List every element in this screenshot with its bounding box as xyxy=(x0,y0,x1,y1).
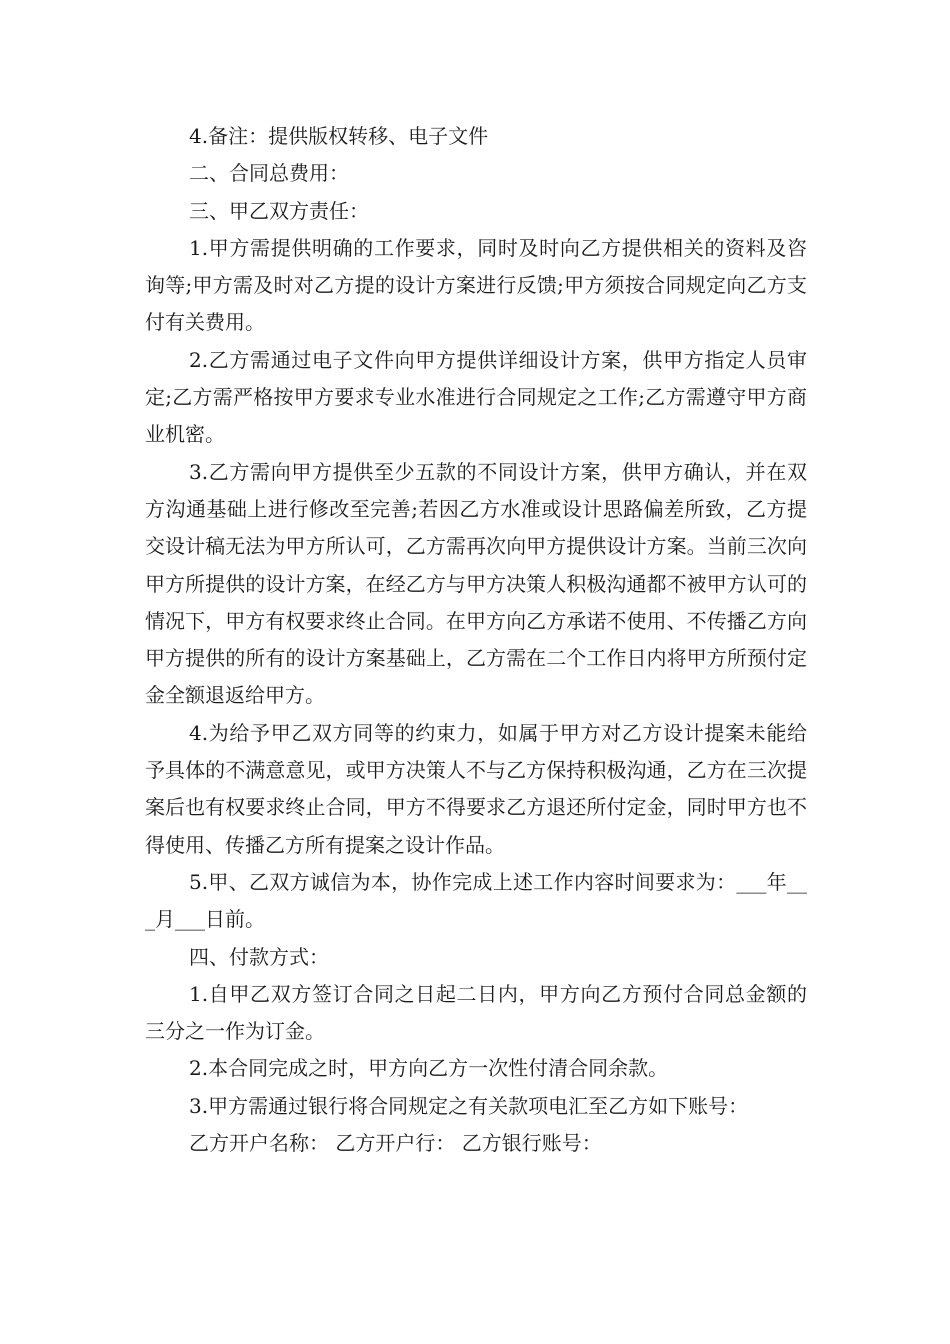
responsibility-item-3: 3.乙方需向甲方提供至少五款的不同设计方案，供甲方确认，并在双方沟通基础上进行修改至完善;若因乙方水准或设计思路偏差所致，乙方提交设计稿无法为甲方所认可，乙方需再次向甲方提供设计方案。当前三次向甲方所提供的设计方案，在经乙方与甲方决策人积极沟通都不被甲方认可的情况下，甲方有权要求终止合同。在甲方向乙方承诺不使用、不传播乙方向甲方提供的所有的设计方案基础上，乙方需在二个工作日内将甲方所预付定金全额退返给甲方。 xyxy=(145,459,807,708)
payment-item-3: 3.甲方需通过银行将合同规定之有关款项电汇至乙方如下账号： xyxy=(189,1093,749,1118)
note-item-4: 4.备注：提供版权转移、电子文件 xyxy=(189,124,489,148)
responsibility-item-2: 2.乙方需通过电子文件向甲方提供详细设计方案，供甲方指定人员审定;乙方需严格按甲方要求专业水准进行合同规定之工作;乙方需遵守甲方商业机密。 xyxy=(145,347,807,447)
bank-account-info: 乙方开户名称： 乙方开户行： 乙方银行账号： xyxy=(189,1131,602,1156)
payment-item-1: 1.自甲乙双方签订合同之日起二日内，甲方向乙方预付合同总金额的三分之一作为订金。 xyxy=(145,981,807,1044)
section-heading-responsibilities: 三、甲乙双方责任： xyxy=(189,198,369,223)
payment-item-2: 2.本合同完成之时，甲方向乙方一次性付清合同余款。 xyxy=(189,1056,669,1081)
section-heading-total-fee: 二、合同总费用： xyxy=(189,161,349,186)
responsibility-item-5: 5.甲、乙双方诚信为本，协作完成上述工作内容时间要求为：___年___月___日前。 xyxy=(145,869,807,932)
responsibility-item-4: 4.为给予甲乙双方同等的约束力，如属于甲方对乙方设计提案未能给予具体的不满意意见，或甲方决策人不与乙方保持积极沟通，乙方在三次提案后也有权要求终止合同，甲方不得要求乙方退还所付定金，同时甲方也不得使用、传播乙方所有提案之设计作品。 xyxy=(145,720,807,857)
document-page xyxy=(145,118,807,1162)
section-heading-payment: 四、付款方式： xyxy=(189,944,329,969)
responsibility-item-1: 1.甲方需提供明确的工作要求，同时及时向乙方提供相关的资料及咨询等;甲方需及时对乙方提的设计方案进行反馈;甲方须按合同规定向乙方支付有关费用。 xyxy=(145,235,807,335)
